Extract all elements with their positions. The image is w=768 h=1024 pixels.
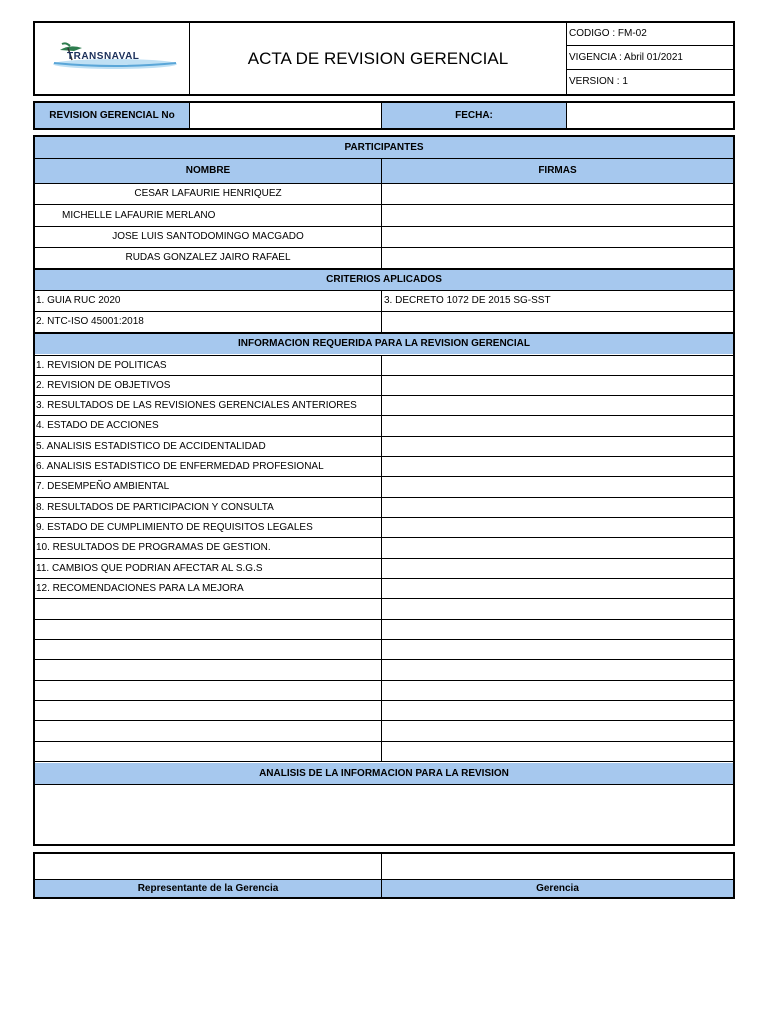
version-label: VERSION : 1: [569, 76, 628, 87]
company-logo: [50, 38, 180, 74]
participant-name: RUDAS GONZALEZ JAIRO RAFAEL: [125, 252, 291, 263]
analisis-text-area[interactable]: [35, 785, 733, 844]
logo-text: TRANSNAVAL: [67, 51, 140, 62]
nombre-column-header: NOMBRE: [35, 159, 381, 183]
info-item: 6. ANALISIS ESTADISTICO DE ENFERMEDAD PROFESIONAL: [36, 460, 324, 472]
firmas-column-header: FIRMAS: [382, 159, 733, 183]
criterio-item: 3. DECRETO 1072 DE 2015 SG-SST: [384, 295, 551, 306]
info-item: 7. DESEMPEÑO AMBIENTAL: [36, 481, 170, 492]
informacion-header: INFORMACION REQUERIDA PARA LA REVISION GERENCIAL: [35, 334, 733, 354]
criterio-item: 2. NTC-ISO 45001:2018: [36, 316, 144, 327]
gerencia-signature-field[interactable]: [382, 854, 733, 879]
info-item: 5. ANALISIS ESTADISTICO DE ACCIDENTALIDAD: [36, 440, 266, 452]
codigo-label: CODIGO : FM-02: [569, 27, 647, 39]
representante-signature-field[interactable]: [35, 854, 381, 879]
info-item: 1. REVISION DE POLITICAS: [36, 359, 167, 371]
info-item: 10. RESULTADOS DE PROGRAMAS DE GESTION.: [36, 542, 271, 553]
participant-name: MICHELLE LAFAURIE MERLANO: [62, 209, 216, 221]
document-title: ACTA DE REVISION GERENCIAL: [247, 48, 509, 68]
criterio-item: 1. GUIA RUC 2020: [36, 295, 121, 306]
info-item: 4. ESTADO DE ACCIONES: [36, 420, 159, 431]
info-item: 8. RESULTADOS DE PARTICIPACION Y CONSULTA: [36, 501, 274, 513]
representante-label: Representante de la Gerencia: [35, 880, 381, 897]
participantes-header: PARTICIPANTES: [35, 137, 733, 158]
info-item: 2. REVISION DE OBJETIVOS: [36, 379, 171, 391]
criterios-header: CRITERIOS APLICADOS: [35, 270, 733, 290]
participant-name: JOSE LUIS SANTODOMINGO MACGADO: [112, 231, 304, 242]
info-item: 3. RESULTADOS DE LAS REVISIONES GERENCIALES ANTERIORES: [36, 399, 357, 411]
gerencia-label: Gerencia: [382, 880, 733, 897]
info-item: 9. ESTADO DE CUMPLIMIENTO DE REQUISITOS LEGALES: [36, 521, 313, 533]
analisis-header: ANALISIS DE LA INFORMACION PARA LA REVISION: [35, 763, 733, 784]
fecha-field[interactable]: [567, 103, 733, 128]
revision-number-field[interactable]: [190, 103, 380, 128]
info-item: 12. RECOMENDACIONES PARA LA MEJORA: [36, 582, 244, 594]
revision-label: REVISION GERENCIAL No: [35, 103, 189, 128]
fecha-label: FECHA:: [382, 103, 566, 128]
vigencia-label: VIGENCIA : Abril 01/2021: [569, 51, 683, 63]
participant-name: CESAR LAFAURIE HENRIQUEZ: [134, 188, 282, 199]
info-item: 11. CAMBIOS QUE PODRIAN AFECTAR AL S.G.S: [36, 562, 263, 574]
